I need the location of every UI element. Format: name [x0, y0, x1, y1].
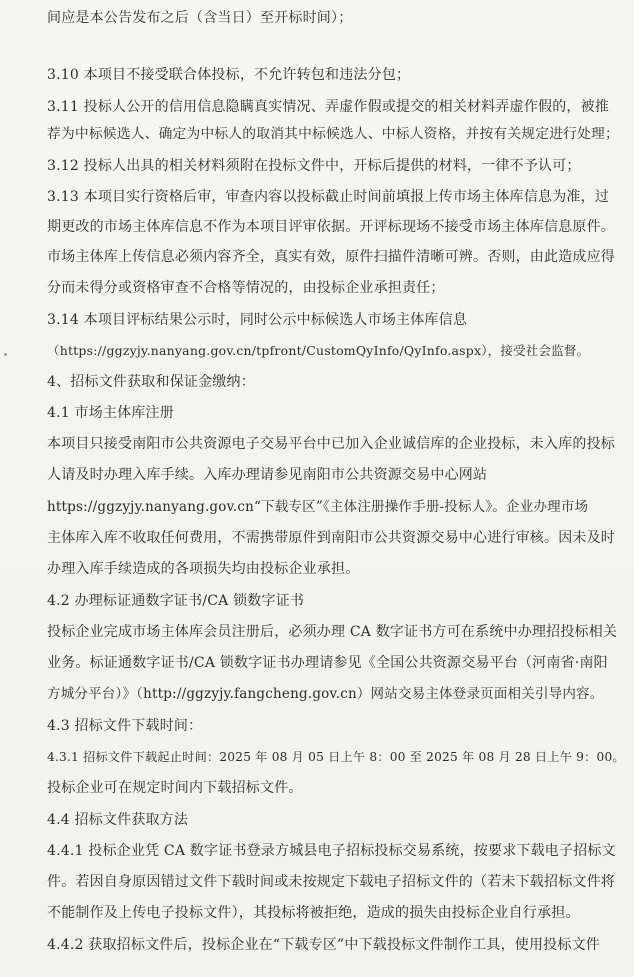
text-line: 方城分平台）》（http://ggzyjy.fangcheng.gov.cn）网站交易主体登录页面相关引导内容。	[47, 686, 604, 702]
text-line: 4.4.2 获取招标文件后，投标企业在“下载专区”中下载投标文件制作工具，使用投标文件	[47, 937, 600, 953]
text-line: 期更改的市场主体库信息不作为本项目评审依据。开评标现场不接受市场主体库信息原件。	[47, 219, 615, 235]
text-line: 件。若因自身原因错过文件下载时间或未按规定下载电子招标文件的（若未下载招标文件将	[47, 874, 615, 890]
subsection-heading: 4.2 办理标证通数字证书/CA 锁数字证书	[47, 593, 305, 609]
subsection-heading: 4.1 市场主体库注册	[47, 405, 174, 421]
text-line: 间应是本公告发布之后（含当日）至开标时间）；	[47, 10, 353, 26]
text-line: 本项目只接受南阳市公共资源电子交易平台中已加入企业诚信库的企业投标，未入库的投标	[47, 436, 615, 452]
text-line: 业务。标证通数字证书/CA 锁数字证书办理请参见《全国公共资源交易平台（河南省·南阳	[47, 655, 608, 671]
text-line: 3.13 本项目实行资格后审，审查内容以投标截止时间前填报上传市场主体库信息为准，过	[47, 189, 610, 205]
text-line: 3.10 本项目不接受联合体投标，不允许转包和违法分包；	[47, 67, 411, 83]
text-line: 4.4.1 投标企业凭 CA 数字证书登录方城县电子招标投标交易系统，按要求下载电子招标文	[47, 843, 616, 859]
text-line: 4.3.1 招标文件下载起止时间：2025 年 08 月 05 日上午 8：00 至 2025 年 08 月 28 日上午 9：00。	[47, 750, 625, 764]
text-line: 办理入库手续造成的各项损失均由投标企业承担。	[47, 561, 360, 577]
scan-speck	[4, 353, 7, 356]
text-line: https://ggzyjy.nanyang.gov.cn“下载专区”《主体注册操作手册-投标人》。企业办理市场	[47, 499, 589, 515]
text-line: 3.12 投标人出具的相关材料须附在投标文件中，开标后提供的材料，一律不予认可；	[47, 158, 581, 174]
text-line: 3.11 投标人公开的信用信息隐瞒真实情况、弄虚作假或提交的相关材料弄虚作假的，被推	[47, 99, 610, 115]
text-line: 不能制作及上传电子投标文件），其投标将被拒绝，造成的损失由投标企业自行承担。	[47, 905, 580, 921]
text-line: 3.14 本项目评标结果公示时，同时公示中标候选人市场主体库信息	[47, 312, 468, 328]
text-line: （https://ggzyjy.nanyang.gov.cn/tpfront/CustomQyInfo/QyInfo.aspx），接受社会监督。	[47, 343, 590, 358]
text-line: 人请及时办理入库手续。入库办理请参见南阳市公共资源交易中心网站	[47, 467, 488, 483]
section-heading: 4、招标文件获取和保证金缴纳：	[47, 374, 255, 390]
text-line: 荐为中标候选人、确定为中标人的取消其中标候选人、中标人资格，并按有关规定进行处理；	[47, 126, 619, 142]
text-line: 投标企业完成市场主体库会员注册后，必须办理 CA 数字证书方可在系统中办理招投标相关	[47, 624, 618, 640]
text-line: 投标企业可在规定时间内下载招标文件。	[47, 780, 303, 796]
text-line: 市场主体库上传信息必须内容齐全，真实有效，原件扫描件清晰可辨。否则，由此造成应得	[47, 249, 615, 265]
subsection-heading: 4.4 招标文件获取方法	[47, 812, 189, 828]
text-line: 分而未得分或资格审查不合格等情况的，由投标企业承担责任；	[47, 280, 445, 296]
subsection-heading: 4.3 招标文件下载时间：	[47, 718, 203, 734]
text-line: 主体库入库不收取任何费用，不需携带原件到南阳市公共资源交易中心进行审核。因未及时	[47, 530, 615, 546]
